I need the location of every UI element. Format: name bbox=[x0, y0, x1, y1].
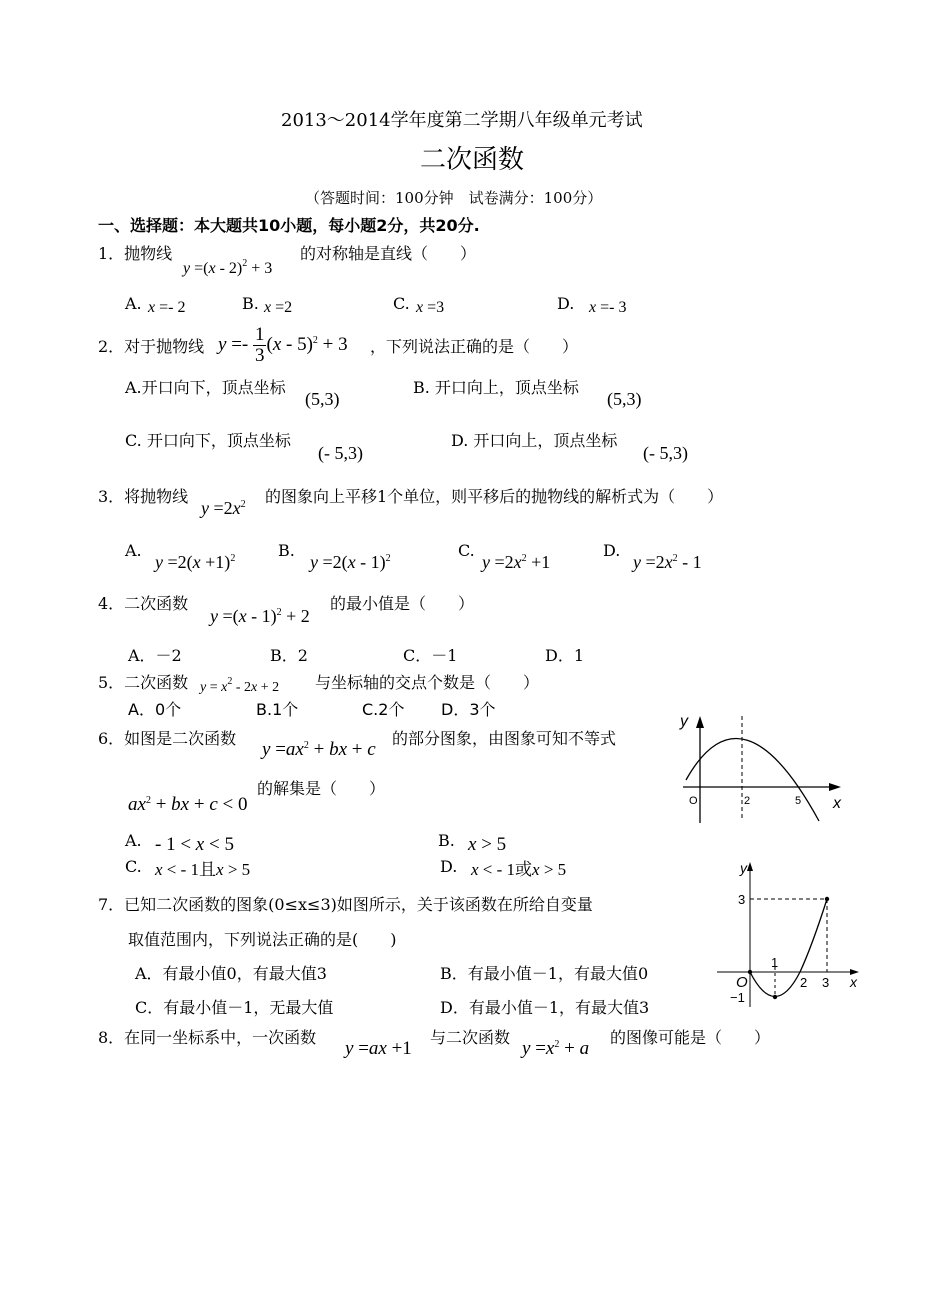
q6-y-arrow bbox=[696, 716, 704, 728]
q7-stem-line1: 7．已知二次函数的图象(0≤x≤3)如图所示，关于该函数在所给自变量 bbox=[98, 895, 593, 914]
q3-opt-c-math: $y =2x^2 +1$ bbox=[482, 552, 551, 572]
exam-title: 2013～2014学年度第二学期八年级单元考试 bbox=[281, 110, 643, 131]
q8-quadratic-formula: $y =x^2 + a$ bbox=[522, 1038, 590, 1059]
q6-parabola-graph bbox=[675, 708, 855, 828]
q2-opt-b: B. 开口向上，顶点坐标 bbox=[413, 378, 579, 397]
q1-opt-b-math: x =2 bbox=[264, 299, 293, 316]
q2-opt-c: C. 开口向下，顶点坐标 bbox=[125, 431, 291, 450]
q7-opt-c: C．有最小值－1，无最大值 bbox=[135, 998, 334, 1017]
q6-opt-a-math: - 1 < x < 5 bbox=[155, 834, 234, 855]
q7-tick-3: 3 bbox=[822, 975, 830, 990]
q7-point-vertex bbox=[773, 995, 777, 999]
q2-opt-c-point: (- 5,3) bbox=[318, 443, 363, 463]
q6-tick-2: 2 bbox=[744, 795, 751, 807]
q6-opt-a-label: A. bbox=[125, 831, 142, 850]
q3-opt-d-math: $y =2x^2 - 1$ bbox=[633, 552, 702, 572]
q7-tick-2: 2 bbox=[800, 975, 808, 990]
q6-stem: 6．如图是二次函数 bbox=[98, 729, 237, 748]
q6-formula: $y =ax^2$ + bx + c bbox=[262, 739, 376, 760]
q6-opt-b-label: B. bbox=[438, 831, 455, 850]
q2-stem: 2．对于抛物线 bbox=[98, 337, 205, 356]
q7-parabola-graph bbox=[712, 855, 872, 1010]
q2-opt-d: D. 开口向上，顶点坐标 bbox=[451, 431, 618, 450]
q6-opt-c-join: 且 bbox=[199, 860, 217, 879]
q2-opt-b-point: (5,3) bbox=[607, 389, 642, 409]
q8-stem: 8．在同一坐标系中，一次函数 bbox=[98, 1028, 317, 1047]
q7-y-label: y bbox=[740, 860, 747, 876]
q7-x-label: x bbox=[850, 974, 857, 990]
q1-opt-a-math: x =- 2 bbox=[148, 299, 186, 316]
q6-opt-d-join: 或 bbox=[515, 860, 533, 879]
q7-point-end bbox=[825, 897, 829, 901]
q4-stem: 4．二次函数 bbox=[98, 594, 189, 613]
q3-stem-end: 的图象向上平移1个单位，则平移后的抛物线的解析式为（ ） bbox=[265, 487, 724, 506]
q5-stem: 5．二次函数 bbox=[98, 673, 189, 692]
q6-opt-d-math: x < - 1或x > 5 bbox=[471, 860, 567, 879]
q1-stem: 1．抛物线 bbox=[98, 244, 173, 263]
q7-point-origin bbox=[748, 970, 752, 974]
q2-opt-a: A.开口向下，顶点坐标 bbox=[125, 378, 286, 397]
q2-opt-a-point: (5,3) bbox=[305, 389, 340, 409]
q7-stem-line2: 取值范围内，下列说法正确的是( ) bbox=[128, 930, 397, 949]
q3-opt-a-label: A. bbox=[125, 541, 142, 560]
q7-opt-b: B．有最小值－1，有最大值0 bbox=[440, 964, 649, 983]
q5-opt-d: D．3个 bbox=[441, 700, 496, 719]
q6-stem-end: 的解集是（ ） bbox=[257, 779, 386, 798]
q4-formula: y =(x - 1)$^2$ + 2 bbox=[210, 606, 310, 626]
q1-opt-d-label: D. bbox=[557, 294, 575, 313]
q7-tick-1: 1 bbox=[771, 955, 779, 970]
q6-stem-mid: 的部分图象，由图象可知不等式 bbox=[392, 729, 617, 748]
q7-opt-d: D．有最小值－1，有最大值3 bbox=[440, 998, 650, 1017]
q4-opt-a: A．－2 bbox=[128, 646, 182, 665]
section-title: 一、选择题：本大题共10小题，每小题2分，共20分. bbox=[98, 216, 480, 235]
q6-opt-b-math: x > 5 bbox=[468, 834, 507, 855]
q2-opt-d-point: (- 5,3) bbox=[643, 443, 688, 463]
q6-opt-c-label: C. bbox=[125, 857, 142, 876]
q3-opt-b-label: B. bbox=[278, 541, 295, 560]
q7-parabola-curve bbox=[750, 899, 830, 997]
q3-opt-d-label: D. bbox=[603, 541, 621, 560]
q5-stem-end: 与坐标轴的交点个数是（ ） bbox=[315, 673, 540, 692]
q6-inequality: $ax^2$ + bx + c < 0 bbox=[128, 794, 248, 815]
q8-linear-formula: y =ax +1 bbox=[345, 1038, 412, 1059]
q1-stem-end: 的对称轴是直线（ ） bbox=[300, 244, 477, 263]
q6-opt-d-label: D. bbox=[440, 857, 458, 876]
subject-title: 二次函数 bbox=[420, 145, 525, 175]
q1-opt-d-math: x =- 3 bbox=[589, 299, 627, 316]
q8-stem-mid: 与二次函数 bbox=[430, 1028, 511, 1047]
q2-stem-end: ，下列说法正确的是（ ） bbox=[370, 337, 579, 356]
q7-tick-y3: 3 bbox=[738, 892, 746, 907]
q4-opt-c: C．－1 bbox=[403, 646, 458, 665]
q3-opt-a-math: $y =2(x +1)^2$ bbox=[155, 552, 236, 572]
q5-opt-a: A．0个 bbox=[128, 700, 182, 719]
q5-opt-c: C.2个 bbox=[362, 700, 405, 719]
q4-opt-d: D．1 bbox=[545, 646, 585, 665]
q1-opt-c-label: C. bbox=[393, 294, 410, 313]
q1-opt-c-math: x =3 bbox=[416, 299, 445, 316]
q1-opt-b-label: B. bbox=[242, 294, 259, 313]
q6-opt-c-math: x < - 1且x > 5 bbox=[155, 860, 251, 879]
q6-x-arrow bbox=[829, 783, 841, 791]
q6-parabola-curve bbox=[686, 739, 819, 821]
q4-opt-b: B．2 bbox=[270, 646, 308, 665]
q4-stem-end: 的最小值是（ ） bbox=[330, 594, 475, 613]
q6-y-label: y bbox=[680, 713, 688, 730]
q1-formula: y =(x - 2)$^2$ + 3 bbox=[183, 258, 273, 277]
q8-stem-end: 的图像可能是（ ） bbox=[610, 1028, 771, 1047]
q6-tick-5: 5 bbox=[795, 795, 802, 807]
q2-formula: y =- $\frac{1}{3}$ (x - 5)$^2$ + 3 bbox=[218, 324, 348, 366]
q7-tick-yneg1: −1 bbox=[730, 990, 745, 1005]
q5-formula: $y = x^2 - 2x + 2$ bbox=[200, 676, 280, 695]
q1-opt-a-label: A. bbox=[125, 294, 142, 313]
q3-stem: 3．将抛物线 bbox=[98, 487, 189, 506]
q3-opt-c-label: C. bbox=[458, 541, 475, 560]
exam-meta: （答题时间：100分钟 试卷满分：100分） bbox=[305, 189, 603, 207]
q7-origin-label: O bbox=[736, 974, 748, 991]
q7-y-arrow bbox=[747, 862, 753, 871]
q6-origin-label: O bbox=[689, 795, 698, 807]
q3-formula: $y =2x^2$ bbox=[201, 498, 246, 518]
q5-opt-b: B.1个 bbox=[256, 700, 299, 719]
q3-opt-b-math: y =2(x - 1)$^2$ bbox=[310, 552, 391, 572]
q7-opt-a: A．有最小值0，有最大值3 bbox=[135, 964, 327, 983]
q6-x-label: x bbox=[833, 795, 841, 812]
